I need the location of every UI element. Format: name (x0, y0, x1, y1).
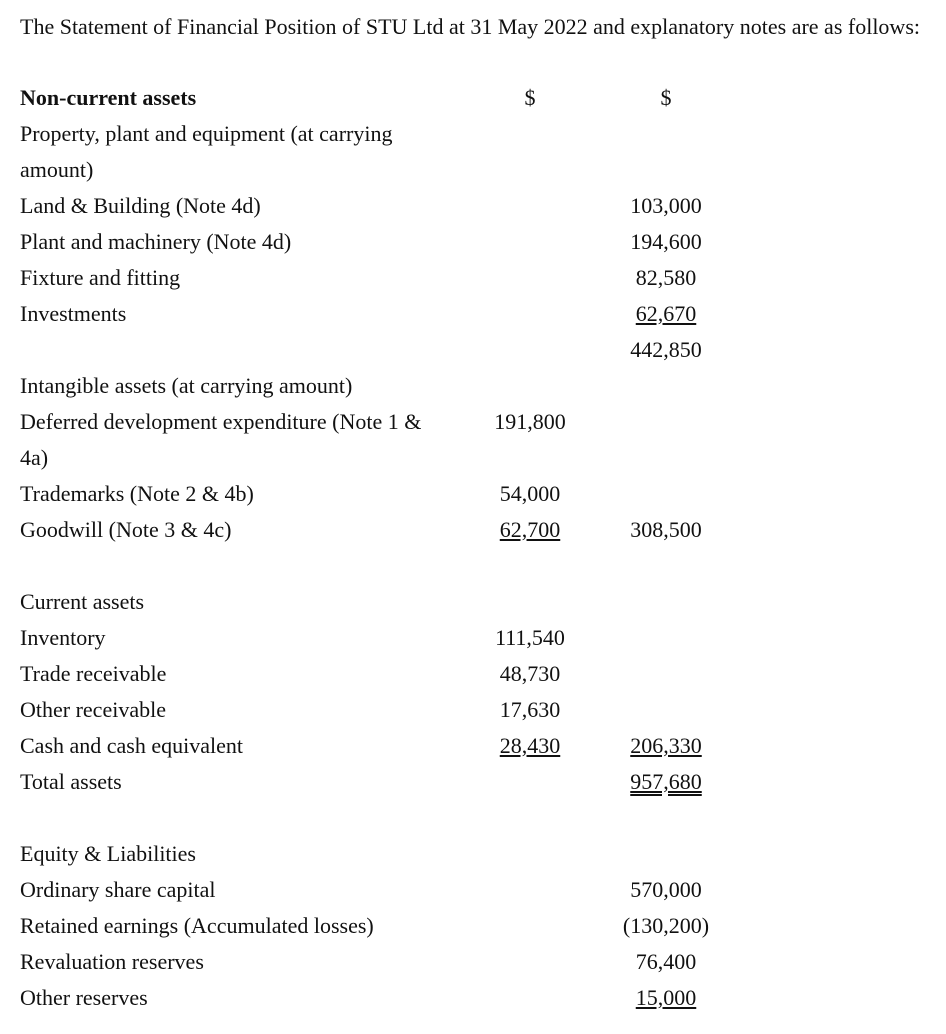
table-row (0, 656, 946, 692)
goodwill-value: 62,700 (499, 517, 561, 542)
investments-value: 62,670 (635, 301, 697, 326)
intangible-heading-row (0, 368, 946, 404)
col1-currency: $ (524, 85, 536, 110)
share-capital-value: 570,000 (630, 877, 702, 902)
trademarks-value: 54,000 (499, 481, 561, 506)
trade-value: 48,730 (499, 661, 561, 686)
revaluation-value: 76,400 (635, 949, 697, 974)
revaluation-label: Revaluation reserves (20, 949, 204, 974)
retained-value: (130,200) (622, 913, 710, 938)
current-total: 206,330 (630, 733, 702, 758)
other-reserves-value: 15,000 (635, 985, 697, 1010)
deferred-value: 191,800 (494, 409, 566, 434)
table-row (0, 944, 946, 980)
table-row (0, 908, 946, 944)
table-row (0, 224, 946, 260)
intro-paragraph: The Statement of Financial Position of STU Ltd at 31 May 2022 and explanatory notes are as follows: (20, 14, 920, 39)
other-receivable-label: Other receivable (20, 697, 166, 722)
current-heading-row (0, 584, 946, 620)
goodwill-label: Goodwill (Note 3 & 4c) (20, 517, 232, 542)
equity-heading-row (0, 836, 946, 872)
header-row (0, 80, 946, 116)
land-label: Land & Building (Note 4d) (20, 193, 261, 218)
investments-label: Investments (20, 301, 127, 326)
other-reserves-label: Other reserves (20, 985, 148, 1010)
share-capital-label: Ordinary share capital (20, 877, 216, 902)
table-row (0, 980, 946, 1016)
plant-value: 194,600 (630, 229, 702, 254)
table-row (0, 296, 946, 332)
land-value: 103,000 (630, 193, 702, 218)
current-heading: Current assets (20, 589, 145, 614)
table-row (0, 476, 946, 512)
plant-label: Plant and machinery (Note 4d) (20, 229, 292, 254)
cash-value: 28,430 (499, 733, 561, 758)
deferred-label: Deferred development expenditure (Note 1 & 4a) (20, 409, 422, 470)
total-assets-label: Total assets (20, 769, 122, 794)
fixture-label: Fixture and fitting (20, 265, 181, 290)
col2-currency: $ (660, 85, 672, 110)
other-receivable-value: 17,630 (499, 697, 561, 722)
ppe-heading-row (0, 116, 946, 188)
table-row (0, 764, 946, 800)
fixture-value: 82,580 (635, 265, 697, 290)
table-row (0, 404, 946, 476)
intangible-total: 308,500 (630, 517, 702, 542)
section-heading-non-current: Non-current assets (20, 85, 197, 110)
inventory-value: 111,540 (495, 625, 565, 650)
table-row (0, 260, 946, 296)
equity-heading: Equity & Liabilities (20, 841, 196, 866)
retained-label: Retained earnings (Accumulated losses) (20, 913, 374, 938)
table-row (0, 188, 946, 224)
cash-label: Cash and cash equivalent (20, 733, 243, 758)
total-assets-value: 957,680 (630, 769, 702, 794)
inventory-label: Inventory (20, 625, 106, 650)
ppe-heading: Property, plant and equipment (at carrying amount) (20, 121, 393, 182)
table-row (0, 620, 946, 656)
ppe-total: 442,850 (630, 337, 702, 362)
table-row (0, 512, 946, 548)
table-row (0, 332, 946, 368)
table-row (0, 872, 946, 908)
table-row (0, 728, 946, 764)
table-row (0, 692, 946, 728)
trademarks-label: Trademarks (Note 2 & 4b) (20, 481, 254, 506)
trade-label: Trade receivable (20, 661, 167, 686)
intangible-heading: Intangible assets (at carrying amount) (20, 373, 353, 398)
